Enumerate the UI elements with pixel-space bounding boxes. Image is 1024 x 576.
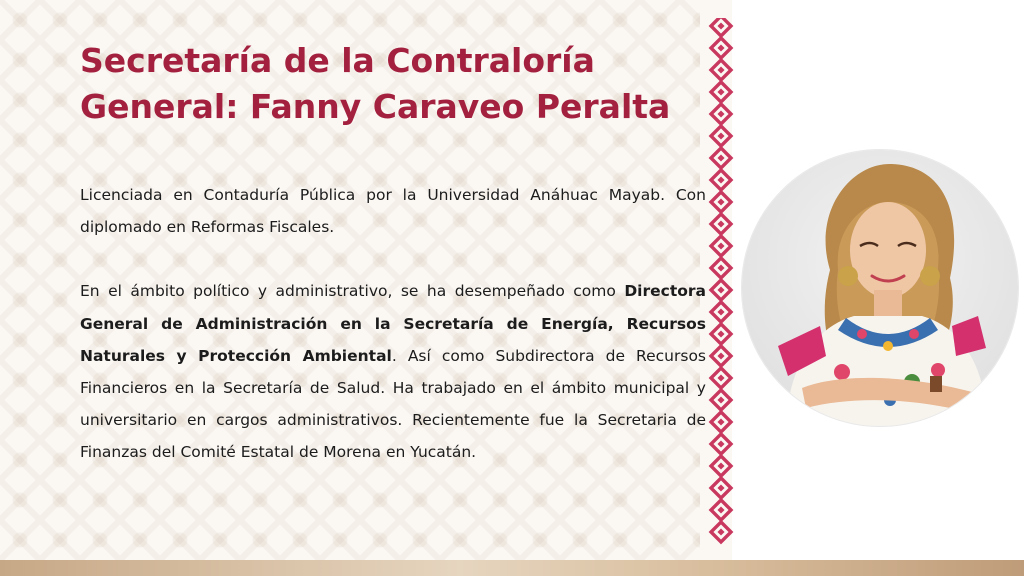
chain-link-center bbox=[717, 154, 724, 161]
chain-link-center bbox=[717, 308, 724, 315]
portrait-photo bbox=[742, 150, 1018, 426]
chain-link-center bbox=[717, 418, 724, 425]
footer-band bbox=[0, 560, 1024, 576]
chain-link-center bbox=[717, 440, 724, 447]
bio-p2-highlight: Directora General de Administración en la Secretaría de Energía, Recursos Naturales y Protección Ambiental bbox=[80, 282, 706, 365]
title-line-1: Secretaría de la Contraloría bbox=[80, 41, 595, 80]
chain-link-center bbox=[717, 506, 724, 513]
chain-link-center bbox=[717, 198, 724, 205]
chain-link-center bbox=[717, 66, 724, 73]
chain-link-center bbox=[717, 396, 724, 403]
title-line-2: General: Fanny Caraveo Peralta bbox=[80, 87, 671, 126]
page-title bbox=[80, 38, 720, 130]
chain-link-center bbox=[717, 88, 724, 95]
chain-link-center bbox=[717, 220, 724, 227]
bio-paragraph-1: Licenciada en Contaduría Pública por la Universidad Anáhuac Mayab. Con diplomado en Reformas Fiscales. bbox=[80, 186, 706, 237]
chain-link-center bbox=[717, 22, 724, 29]
bio-paragraph-2 bbox=[80, 275, 706, 468]
chain-link-center bbox=[717, 330, 724, 337]
chain-link-center bbox=[717, 286, 724, 293]
bio-p2-intro: En el ámbito político y administrativo, se ha desempeñado como bbox=[80, 282, 625, 301]
chain-link-center bbox=[717, 462, 724, 469]
chain-link-center bbox=[717, 110, 724, 117]
chain-link-center bbox=[717, 44, 724, 51]
woman-portrait-icon bbox=[742, 150, 1018, 426]
biography bbox=[80, 179, 706, 469]
chain-link-center bbox=[717, 484, 724, 491]
chain-link-center bbox=[717, 352, 724, 359]
chain-link-center bbox=[717, 242, 724, 249]
chain-link-center bbox=[717, 132, 724, 139]
chain-link-center bbox=[717, 176, 724, 183]
chain-link-center bbox=[717, 264, 724, 271]
bio-p2-rest: . Así como Subdirectora de Recursos Financieros en la Secretaría de Salud. Ha trabajado en el ámbito municipal y universitario en cargos administrativos. Recientemente fue la Secretaria de Finanzas del Comité Estatal de Morena en Yucatán. bbox=[80, 346, 706, 462]
chain-link-center bbox=[717, 528, 724, 535]
chain-link-center bbox=[717, 374, 724, 381]
embroidered-chain-divider bbox=[707, 18, 735, 558]
